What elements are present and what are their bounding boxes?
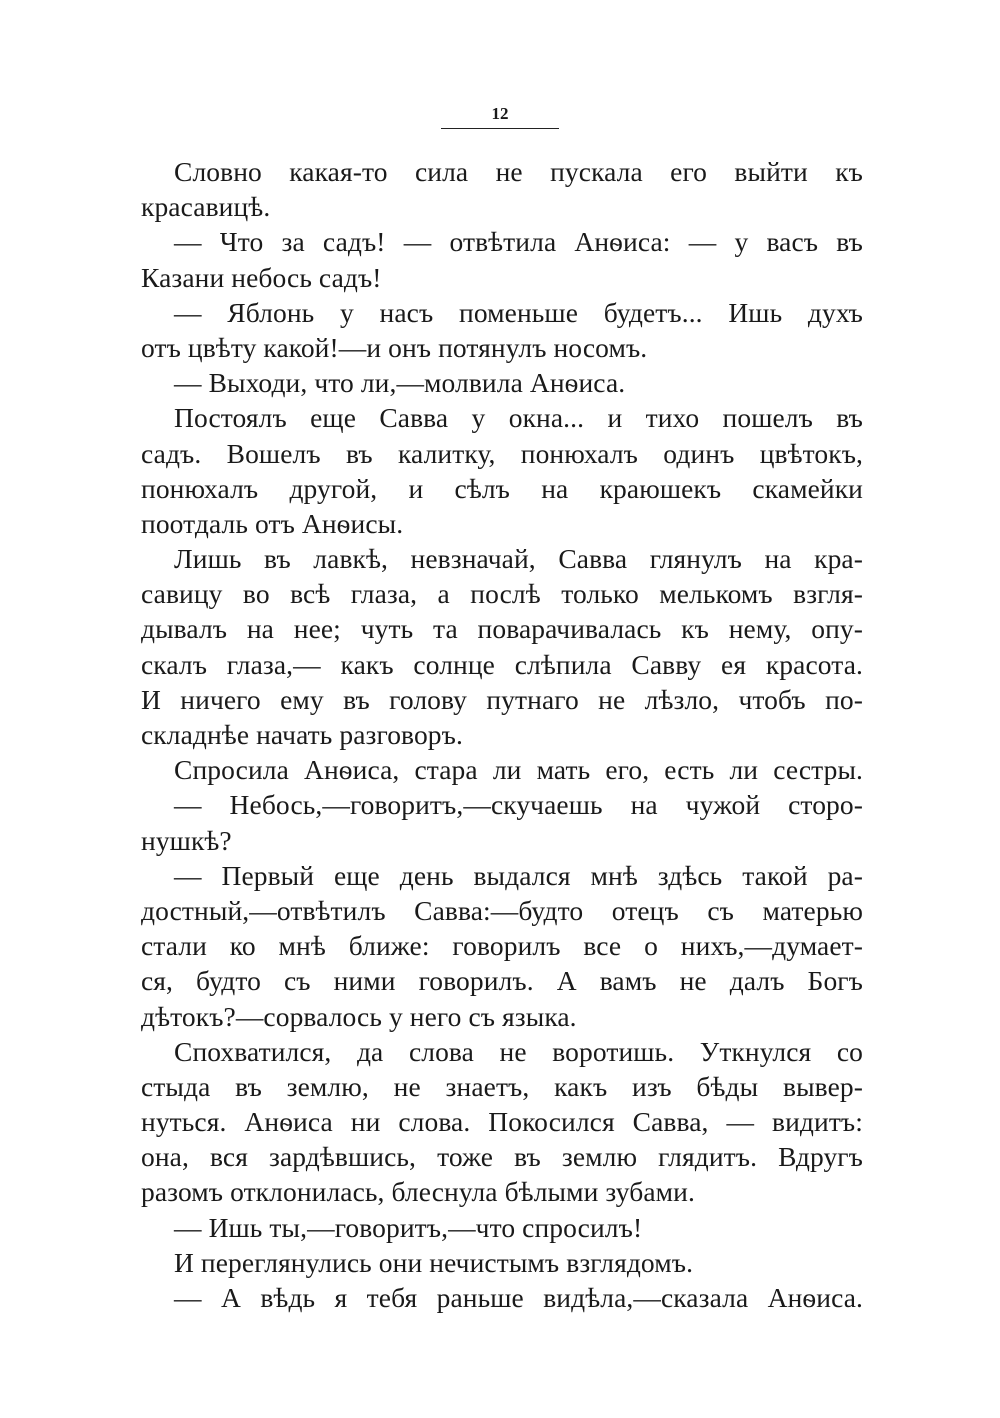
text-line: — Небось,—говоритъ,—скучаешь на чужой сторо- bbox=[174, 789, 863, 821]
text-line: И ничего ему въ голову путнаго не лѣзло, чтобъ по- bbox=[141, 683, 863, 715]
text-line: ся, будто съ ними говорилъ. А вамъ не далъ Богъ bbox=[141, 965, 863, 997]
text-line: дывалъ на нее; чуть та поварачивалась къ нему, опу- bbox=[141, 613, 863, 645]
text-line: понюхалъ другой, и сѣлъ на краюшекъ скамейки bbox=[141, 472, 863, 504]
text-line: она, вся зардѣвшись, тоже въ землю глядитъ. Вдругъ bbox=[141, 1141, 863, 1173]
text-line: — Ишь ты,—говоритъ,—что спросилъ! bbox=[174, 1211, 643, 1243]
text-line: отъ цвѣту какой!—и онъ потянулъ носомъ. bbox=[141, 331, 648, 363]
text-line: разомъ отклонилась, блеснула бѣлыми зубами. bbox=[141, 1176, 695, 1208]
text-line: — Первый еще день выдался мнѣ здѣсь такой ра- bbox=[174, 859, 863, 891]
text-line: садъ. Вошелъ въ калитку, понюхалъ одинъ цвѣтокъ, bbox=[141, 437, 863, 469]
text-line: Спохватился, да слова не воротишь. Уткнулся со bbox=[174, 1035, 863, 1067]
text-line: красавицѣ. bbox=[141, 191, 271, 223]
text-line: Спросила Анѳиса, стара ли мать его, есть ли сестры. bbox=[174, 754, 863, 786]
text-line: стыда въ землю, не знаетъ, какъ изъ бѣды вывер- bbox=[141, 1070, 863, 1102]
header-rule bbox=[441, 128, 559, 129]
body-text bbox=[141, 154, 863, 1315]
text-line: нуться. Анѳиса ни слова. Покосился Савва, — видитъ: bbox=[141, 1106, 863, 1138]
text-line: дѣтокъ?—сорвалось у него съ языка. bbox=[141, 1000, 577, 1032]
text-line: достный,—отвѣтилъ Савва:—будто отецъ съ матерью bbox=[141, 894, 863, 926]
text-line: Казани небось садъ! bbox=[141, 261, 382, 293]
text-line: скалъ глаза,— какъ солнце слѣпила Савву ея красота. bbox=[141, 648, 863, 680]
text-line: стали ко мнѣ ближе: говорилъ все о нихъ,—думает- bbox=[141, 930, 863, 962]
page-number: 12 bbox=[491, 104, 509, 123]
text-line: — Выходи, что ли,—молвила Анѳиса. bbox=[174, 367, 626, 399]
page-header bbox=[440, 104, 560, 129]
text-line: нушкѣ? bbox=[141, 824, 232, 856]
text-line: — Что за садъ! — отвѣтила Анѳиса: — у васъ въ bbox=[174, 226, 863, 258]
text-line: савицу во всѣ глаза, а послѣ только мелькомъ взгля- bbox=[141, 578, 863, 610]
text-line: складнѣе начать разговоръ. bbox=[141, 719, 463, 750]
text-line: Лишь въ лавкѣ, невзначай, Савва глянулъ на кра- bbox=[174, 543, 863, 575]
text-line: Постоялъ еще Савва у окна... и тихо пошелъ въ bbox=[174, 402, 863, 434]
text-line: — Яблонь у насъ поменьше будетъ... Ишь духъ bbox=[174, 296, 863, 328]
text-line: Словно какая-то сила не пускала его выйти къ bbox=[174, 156, 863, 187]
text-line: поотдаль отъ Анѳисы. bbox=[141, 507, 404, 539]
text-line: И переглянулись они нечистымъ взглядомъ. bbox=[174, 1246, 694, 1278]
text-line: — А вѣдь я тебя раньше видѣла,—сказала Анѳиса. bbox=[174, 1282, 863, 1313]
